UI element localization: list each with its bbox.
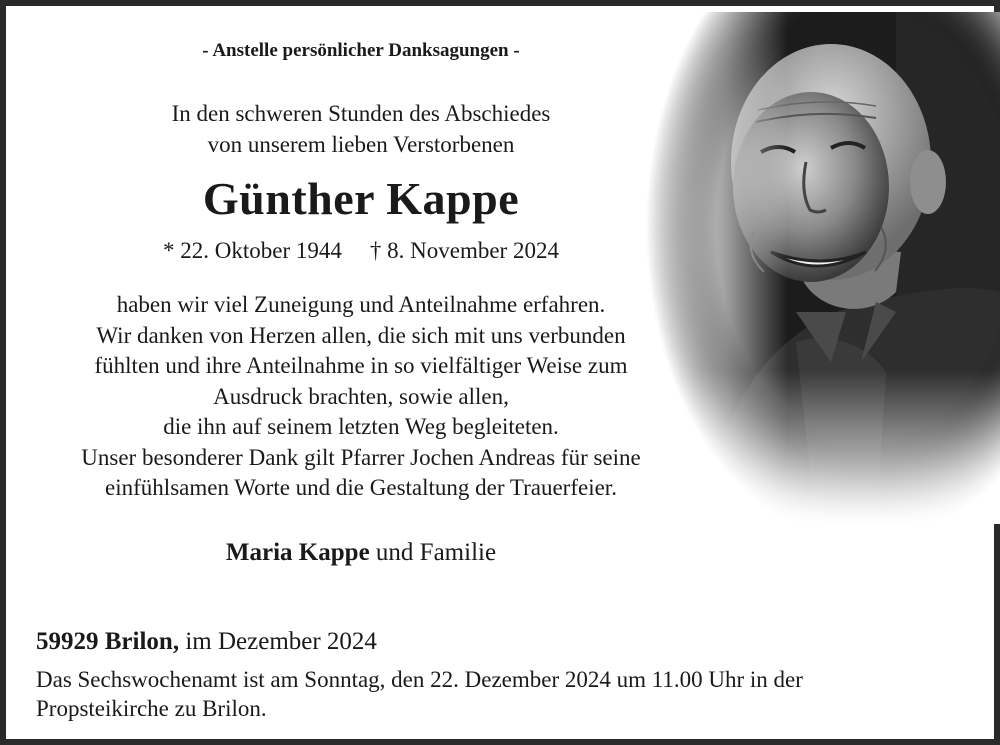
obituary-heading: - Anstelle persönlicher Danksagungen - xyxy=(202,40,520,61)
body-line: fühlten und ihre Anteilnahme in so vielfältiger Weise zum xyxy=(94,353,628,378)
body-line: Unser besonderer Dank gilt Pfarrer Jochen Andreas für seine xyxy=(81,444,641,470)
place-and-date xyxy=(36,628,976,656)
portrait-image xyxy=(646,12,1000,524)
signature-name: Maria Kappe xyxy=(225,539,370,566)
signature-suffix: und Familie xyxy=(369,539,497,566)
intro-line: In den schweren Stunden des Abschiedes xyxy=(171,101,551,126)
body-line: Wir danken von Herzen allen, die sich mit uns verbunden xyxy=(96,322,626,348)
thank-you-text xyxy=(26,290,696,504)
death-date: † 8. November 2024 xyxy=(369,238,559,263)
body-line: Ausdruck brachten, sowie allen, xyxy=(213,383,509,409)
body-line: die ihn auf seinem letzten Weg begleiteten. xyxy=(163,414,559,439)
notice-line: Propsteikirche zu Brilon. xyxy=(36,696,267,721)
body-line: haben wir viel Zuneigung und Anteilnahme erfahren. xyxy=(116,292,606,317)
service-notice xyxy=(36,665,976,723)
body-line: einfühlsamen Worte und die Gestaltung der Trauerfeier. xyxy=(105,475,617,500)
place: 59929 Brilon, xyxy=(36,628,180,655)
life-dates xyxy=(26,238,696,264)
deceased-name: Günther Kappe xyxy=(202,173,520,224)
intro-line: von unserem lieben Verstorbenen xyxy=(207,132,515,157)
signature xyxy=(26,539,696,567)
notice-line: Das Sechswochenamt ist am Sonntag, den 22. Dezember 2024 um 11.00 Uhr in der xyxy=(36,667,803,692)
date: im Dezember 2024 xyxy=(179,628,377,655)
birth-date: * 22. Oktober 1944 xyxy=(163,238,342,263)
portrait-photo xyxy=(646,12,1000,524)
intro-text xyxy=(26,98,696,160)
